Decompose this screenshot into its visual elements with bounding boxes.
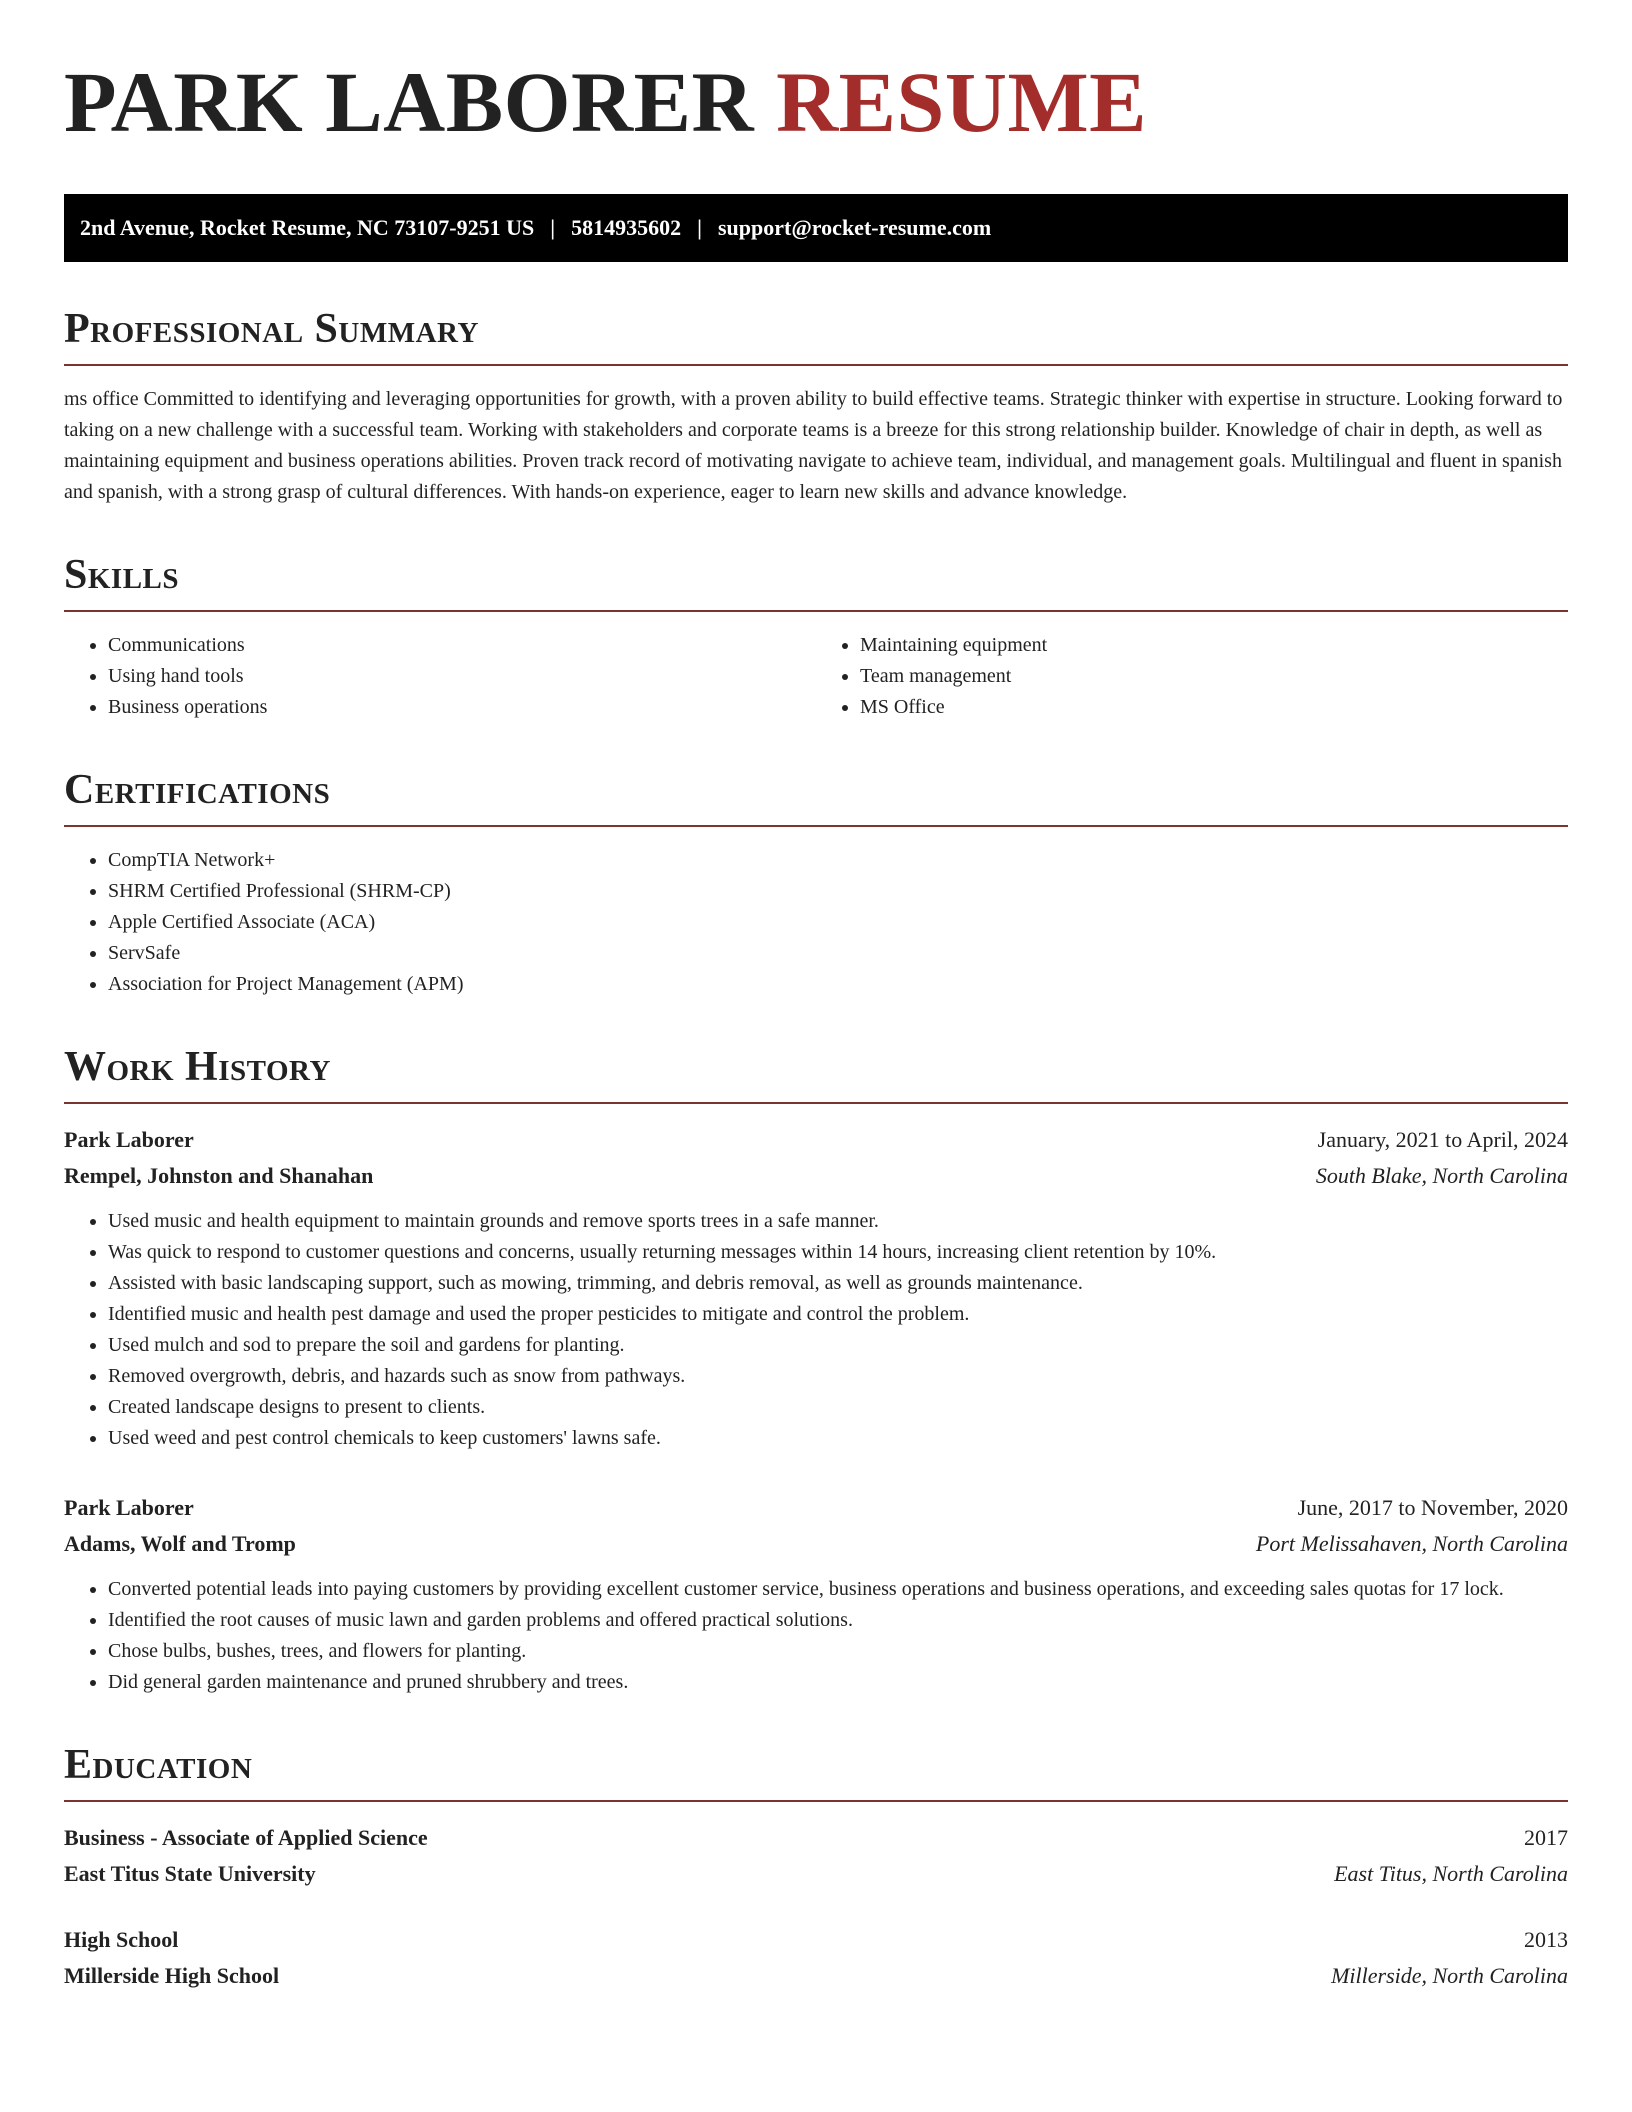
certifications-section <box>64 765 1568 1000</box>
education-school: Millerside High School <box>64 1963 280 1988</box>
skill-item: • Maintaining equipment <box>860 630 1568 661</box>
job-entry <box>64 1122 1568 1454</box>
education-location: Millerside, North Carolina <box>1331 1963 1568 1988</box>
job-duty: • Converted potential leads into paying customers by providing excellent customer service, business operations and business operations, and exceeding sales quotas for 17 lock. <box>108 1574 1568 1605</box>
section-divider <box>64 1102 1568 1104</box>
job-company: Adams, Wolf and Tromp <box>64 1531 296 1556</box>
education-school: East Titus State University <box>64 1861 316 1886</box>
contact-bar <box>64 194 1568 262</box>
education-school-row <box>64 1856 1568 1892</box>
job-duty: • Assisted with basic landscaping support, such as mowing, trimming, and debris removal, as well as grounds maintenance. <box>108 1268 1568 1299</box>
contact-separator: | <box>550 215 556 240</box>
summary-section <box>64 304 1568 508</box>
section-heading: Professional Summary <box>64 306 479 352</box>
job-duty: • Removed overgrowth, debris, and hazards such as snow from pathways. <box>108 1361 1568 1392</box>
section-divider <box>64 364 1568 366</box>
job-header-row <box>64 1490 1568 1526</box>
job-location: Port Melissahaven, North Carolina <box>1255 1531 1568 1556</box>
education-section <box>64 1740 1568 1994</box>
job-title: Park Laborer <box>64 1495 194 1520</box>
contact-address: 2nd Avenue, Rocket Resume, NC 73107-9251 US <box>80 215 535 240</box>
education-entry <box>64 1820 1568 1892</box>
contact-separator: | <box>697 215 702 240</box>
job-duty: • Identified music and health pest damage and used the proper pesticides to mitigate and control the problem. <box>108 1299 1568 1330</box>
job-duties-list <box>64 1574 1568 1698</box>
job-company-row <box>64 1158 1568 1194</box>
section-heading: Work History <box>64 1044 331 1090</box>
certification-item: • ServSafe <box>108 938 1568 969</box>
job-company-row <box>64 1526 1568 1562</box>
education-year: 2013 <box>1524 1927 1568 1952</box>
job-entry <box>64 1490 1568 1698</box>
education-entry <box>64 1922 1568 1994</box>
contact-phone: 5814935602 <box>571 215 682 240</box>
certification-item: • CompTIA Network+ <box>108 845 1568 876</box>
section-heading: Education <box>64 1742 253 1788</box>
job-duty: • Was quick to respond to customer questions and concerns, usually returning messages within 14 hours, increasing client retention by 10%. <box>108 1237 1568 1268</box>
education-year: 2017 <box>1524 1825 1568 1850</box>
education-location: East Titus, North Carolina <box>1334 1861 1568 1886</box>
work-history-section <box>64 1042 1568 1698</box>
job-duties-list <box>64 1206 1568 1454</box>
certification-item: • SHRM Certified Professional (SHRM-CP) <box>108 876 1568 907</box>
section-heading: Certifications <box>64 767 331 813</box>
job-header-row <box>64 1122 1568 1158</box>
education-degree: Business - Associate of Applied Science <box>64 1825 428 1850</box>
job-dates: January, 2021 to April, 2024 <box>1317 1127 1568 1152</box>
contact-email: support@rocket-resume.com <box>717 215 992 240</box>
section-divider <box>64 1800 1568 1802</box>
job-duty: • Did general garden maintenance and pruned shrubbery and trees. <box>108 1667 1568 1698</box>
certifications-list <box>64 845 1568 1000</box>
education-degree: High School <box>64 1927 179 1952</box>
education-degree-row <box>64 1922 1568 1958</box>
job-duty: • Used music and health equipment to maintain grounds and remove sports trees in a safe manner. <box>108 1206 1568 1237</box>
section-heading: Skills <box>64 552 180 598</box>
education-school-row <box>64 1958 1568 1994</box>
resume-title <box>64 52 1568 152</box>
job-duty: • Used weed and pest control chemicals to keep customers' lawns safe. <box>108 1423 1568 1454</box>
skill-item: • Communications <box>108 630 816 661</box>
job-dates: June, 2017 to November, 2020 <box>1297 1495 1568 1520</box>
education-degree-row <box>64 1820 1568 1856</box>
summary-text: ms office Committed to identifying and leveraging opportunities for growth, with a proven ability to build effective teams. Strategic thinker with expertise in structure. Looking forward to taking on a new challenge with a successful team. Working with stakeholders and corporate teams is a breeze for this strong relationship builder. Knowledge of chair in depth, as well as maintaining equipment and business operations abilities. Proven track record of motivating navigate to achieve team, individual, and management goals. Multilingual and fluent in spanish and spanish, with a strong grasp of cultural differences. With hands-on experience, eager to learn new skills and advance knowledge. <box>64 388 1563 503</box>
job-duty: • Chose bulbs, bushes, trees, and flowers for planting. <box>108 1636 1568 1667</box>
section-divider <box>64 825 1568 827</box>
job-location: South Blake, North Carolina <box>1315 1163 1568 1188</box>
job-duty: • Identified the root causes of music lawn and garden problems and offered practical solutions. <box>108 1605 1568 1636</box>
certification-item: • Association for Project Management (APM) <box>108 969 1568 1000</box>
skills-list-right <box>816 630 1568 723</box>
skills-grid <box>64 630 1568 723</box>
skill-item: • Team management <box>860 661 1568 692</box>
skill-item: • MS Office <box>860 692 1568 723</box>
skill-item: • Using hand tools <box>108 661 816 692</box>
job-duty: • Created landscape designs to present to clients. <box>108 1392 1568 1423</box>
job-duty: • Used mulch and sod to prepare the soil and gardens for planting. <box>108 1330 1568 1361</box>
skill-item: • Business operations <box>108 692 816 723</box>
title-accent: RESUME <box>776 54 1147 150</box>
skills-section <box>64 550 1568 723</box>
section-divider <box>64 610 1568 612</box>
skills-list-left <box>64 630 816 723</box>
job-company: Rempel, Johnston and Shanahan <box>64 1163 374 1188</box>
certification-item: • Apple Certified Associate (ACA) <box>108 907 1568 938</box>
title-main: PARK LABORER <box>64 54 755 150</box>
job-title: Park Laborer <box>64 1127 194 1152</box>
